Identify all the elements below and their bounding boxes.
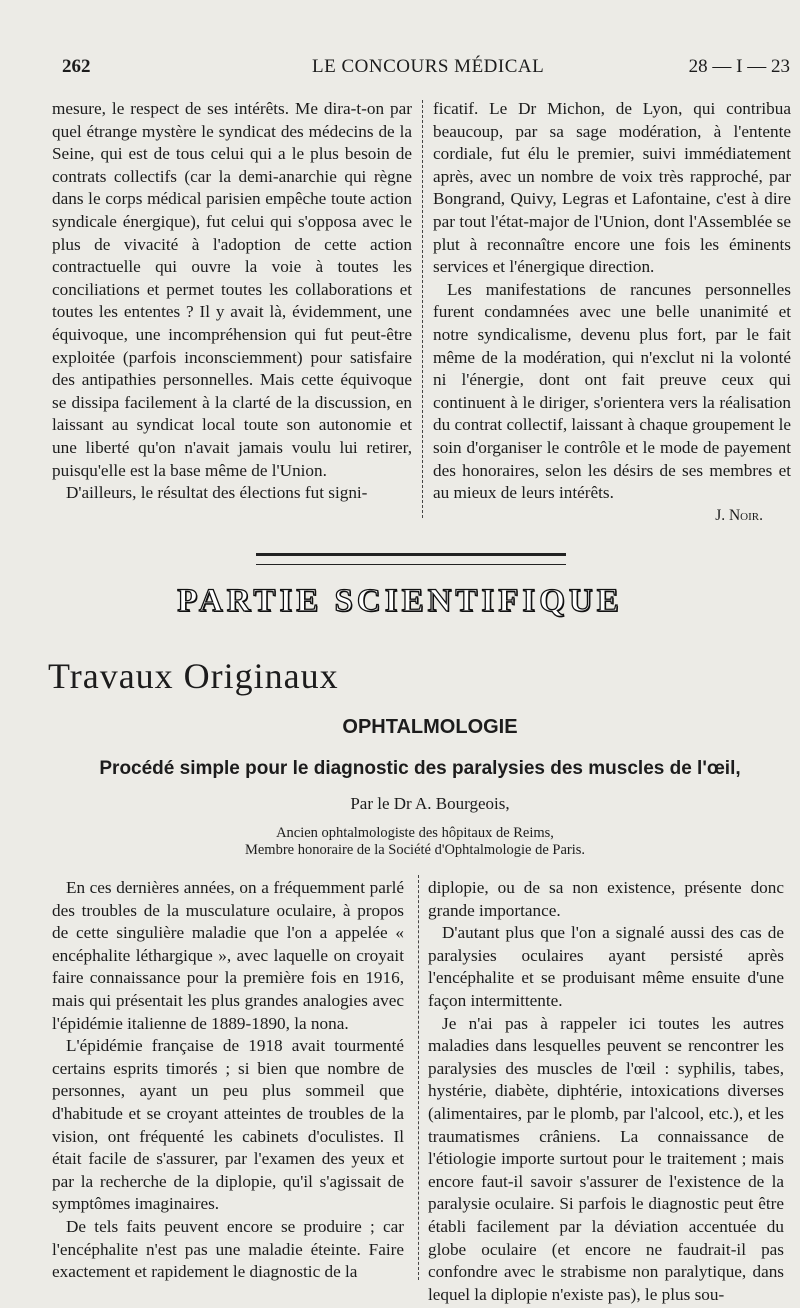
article-title: Procédé simple pour le diagnostic des paralysies des muscles de l'œil,: [99, 758, 741, 779]
paragraph: En ces dernières années, on a fréquemment parlé des troubles de la musculature oculaire, à propos de cette singulière maladie que l'on a appelée « encéphalite léthargique », avec laquelle on croyait faire connaissance pour la première fois en 1916, mais qui présentait les plus grandes analogies avec l'épidémie italienne de 1889-1890, la nona.: [52, 878, 404, 1033]
paragraph: L'épidémie française de 1918 avait tourmenté certains esprits timorés ; si bien que nombre de personnes, ayant un peu plus sommeil que d'habitude et se croyant atteintes de troubles de la vision, ont fréquenté les cabinets d'oculistes. Il était facile de s'assurer, par l'examen des yeux et par la recherche de la diplopie, qu'il s'agissait de symptômes imaginaires.: [52, 1036, 404, 1214]
author-affiliation: [0, 825, 800, 859]
signature: J. Noir.: [715, 506, 763, 524]
affiliation-line: Membre honoraire de la Société d'Ophtalmologie de Paris.: [244, 842, 586, 858]
issue-date: 28 — I — 23: [688, 56, 790, 77]
paragraph: Je n'ai pas à rappeler ici toutes les autres maladies dans lesquelles peuvent se rencontrer les paralysies des muscles de l'œil : syphilis, tabes, hystérie, diabète, diphtérie, intoxications diverses (alimentaires, par le plomb, par l'alcool, etc.), et les traumatismes crâniens. La connaissance de l'étiologie importe surtout pour le traitement ; mais encore faut-il savoir s'assurer de l'existence de la paralysie oculaire. Si parfois le diagnostic peut être établi facilement par la déviation accentuée du globe oculaire (et encore ne faudrait-il pas confondre avec le strabisme non paralytique, dans lequel la diplopie n'existe pas), le plus sou-: [428, 1013, 784, 1304]
top-left-column: [52, 98, 412, 505]
paragraph: D'ailleurs, le résultat des élections fut signi-: [66, 483, 368, 503]
top-right-column: [433, 98, 791, 527]
section-subtitle: Travaux Originaux: [48, 656, 339, 696]
affiliation-line: Ancien ophtalmologiste des hôpitaux de Reims,: [276, 825, 554, 841]
paragraph: ficatif. Le Dr Michon, de Lyon, qui contribua beaucoup, par sa sage modération, à l'entente cordiale, fut élu le premier, suivi immédiatement après, avec un nombre de voix très rapproché, par Bongrand, Quivy, Legras et Lafontaine, c'est à dire par tout l'état-major de l'Union, dont l'Assemblée se plut à reconnaître encore une fois les éminents services et l'énergique direction.: [433, 99, 791, 277]
paragraph: Les manifestations de rancunes personnelles furent condamnées avec une belle unanimité et notre syndicalisme, devenu plus fort, par le fait même de la modération, qui n'exclut ni la volonté ni l'énergie, dont ont fait preuve ceux qui continuent à le diriger, s'orientera vers la réalisation du contrat collectif, laissant à chaque groupement le soin d'organiser le contrôle et le mode de payement des honoraires, selon les désirs de ses membres et au mieux de leurs intérêts.: [433, 279, 791, 503]
section-divider: [256, 553, 566, 565]
page-number: 262: [62, 56, 91, 77]
paragraph: diplopie, ou de sa non existence, présente donc grande importance.: [428, 878, 784, 920]
paragraph: D'autant plus que l'on a signalé aussi des cas de paralysies oculaires ayant persisté après l'encéphalite et se produisant même ensuite d'une façon intermittente.: [428, 923, 784, 1010]
topic-heading: OPHTALMOLOGIE: [342, 716, 518, 738]
paragraph: De tels faits peuvent encore se produire ; car l'encéphalite n'est pas une maladie éteinte. Faire exactement et rapidement le diagnostic de la: [52, 1216, 404, 1282]
paragraph: mesure, le respect de ses intérêts. Me dira-t-on par quel étrange mystère le syndicat des médecins de la Seine, qui est de tous celui qui a le plus besoin de contrats collectifs (car la demi-anarchie qui règne dans le corps médical parisien empêche toute action syndicale énergique), fut celui qui s'opposa avec le plus de vivacité à l'adoption de cette action contractuelle qui ouvre la voie à toutes les conciliations et permet toutes les collaborations et toutes les ententes ? Il y avait là, évidemment, une équivoque, une incompréhension qui fut peut-être exploitée (parfois inconsciemment) pour satisfaire des antipathies personnelles. Mais cette équivoque se dissipa facilement à la clarté de la discussion, en laissant au syndicat local toute son autonomie et une liberté qu'on n'avait jamais voulu lui retirer, puisqu'elle est la base même de l'Union.: [52, 99, 412, 480]
section-title: PARTIE SCIENTIFIQUE: [177, 583, 623, 619]
column-divider: [418, 875, 419, 1280]
bottom-right-column: [428, 877, 784, 1306]
column-divider: [422, 100, 423, 518]
author-byline: Par le Dr A. Bourgeois,: [350, 794, 510, 813]
running-header: [50, 56, 790, 84]
bottom-left-column: [52, 877, 404, 1284]
journal-title: LE CONCOURS MÉDICAL: [312, 56, 545, 77]
